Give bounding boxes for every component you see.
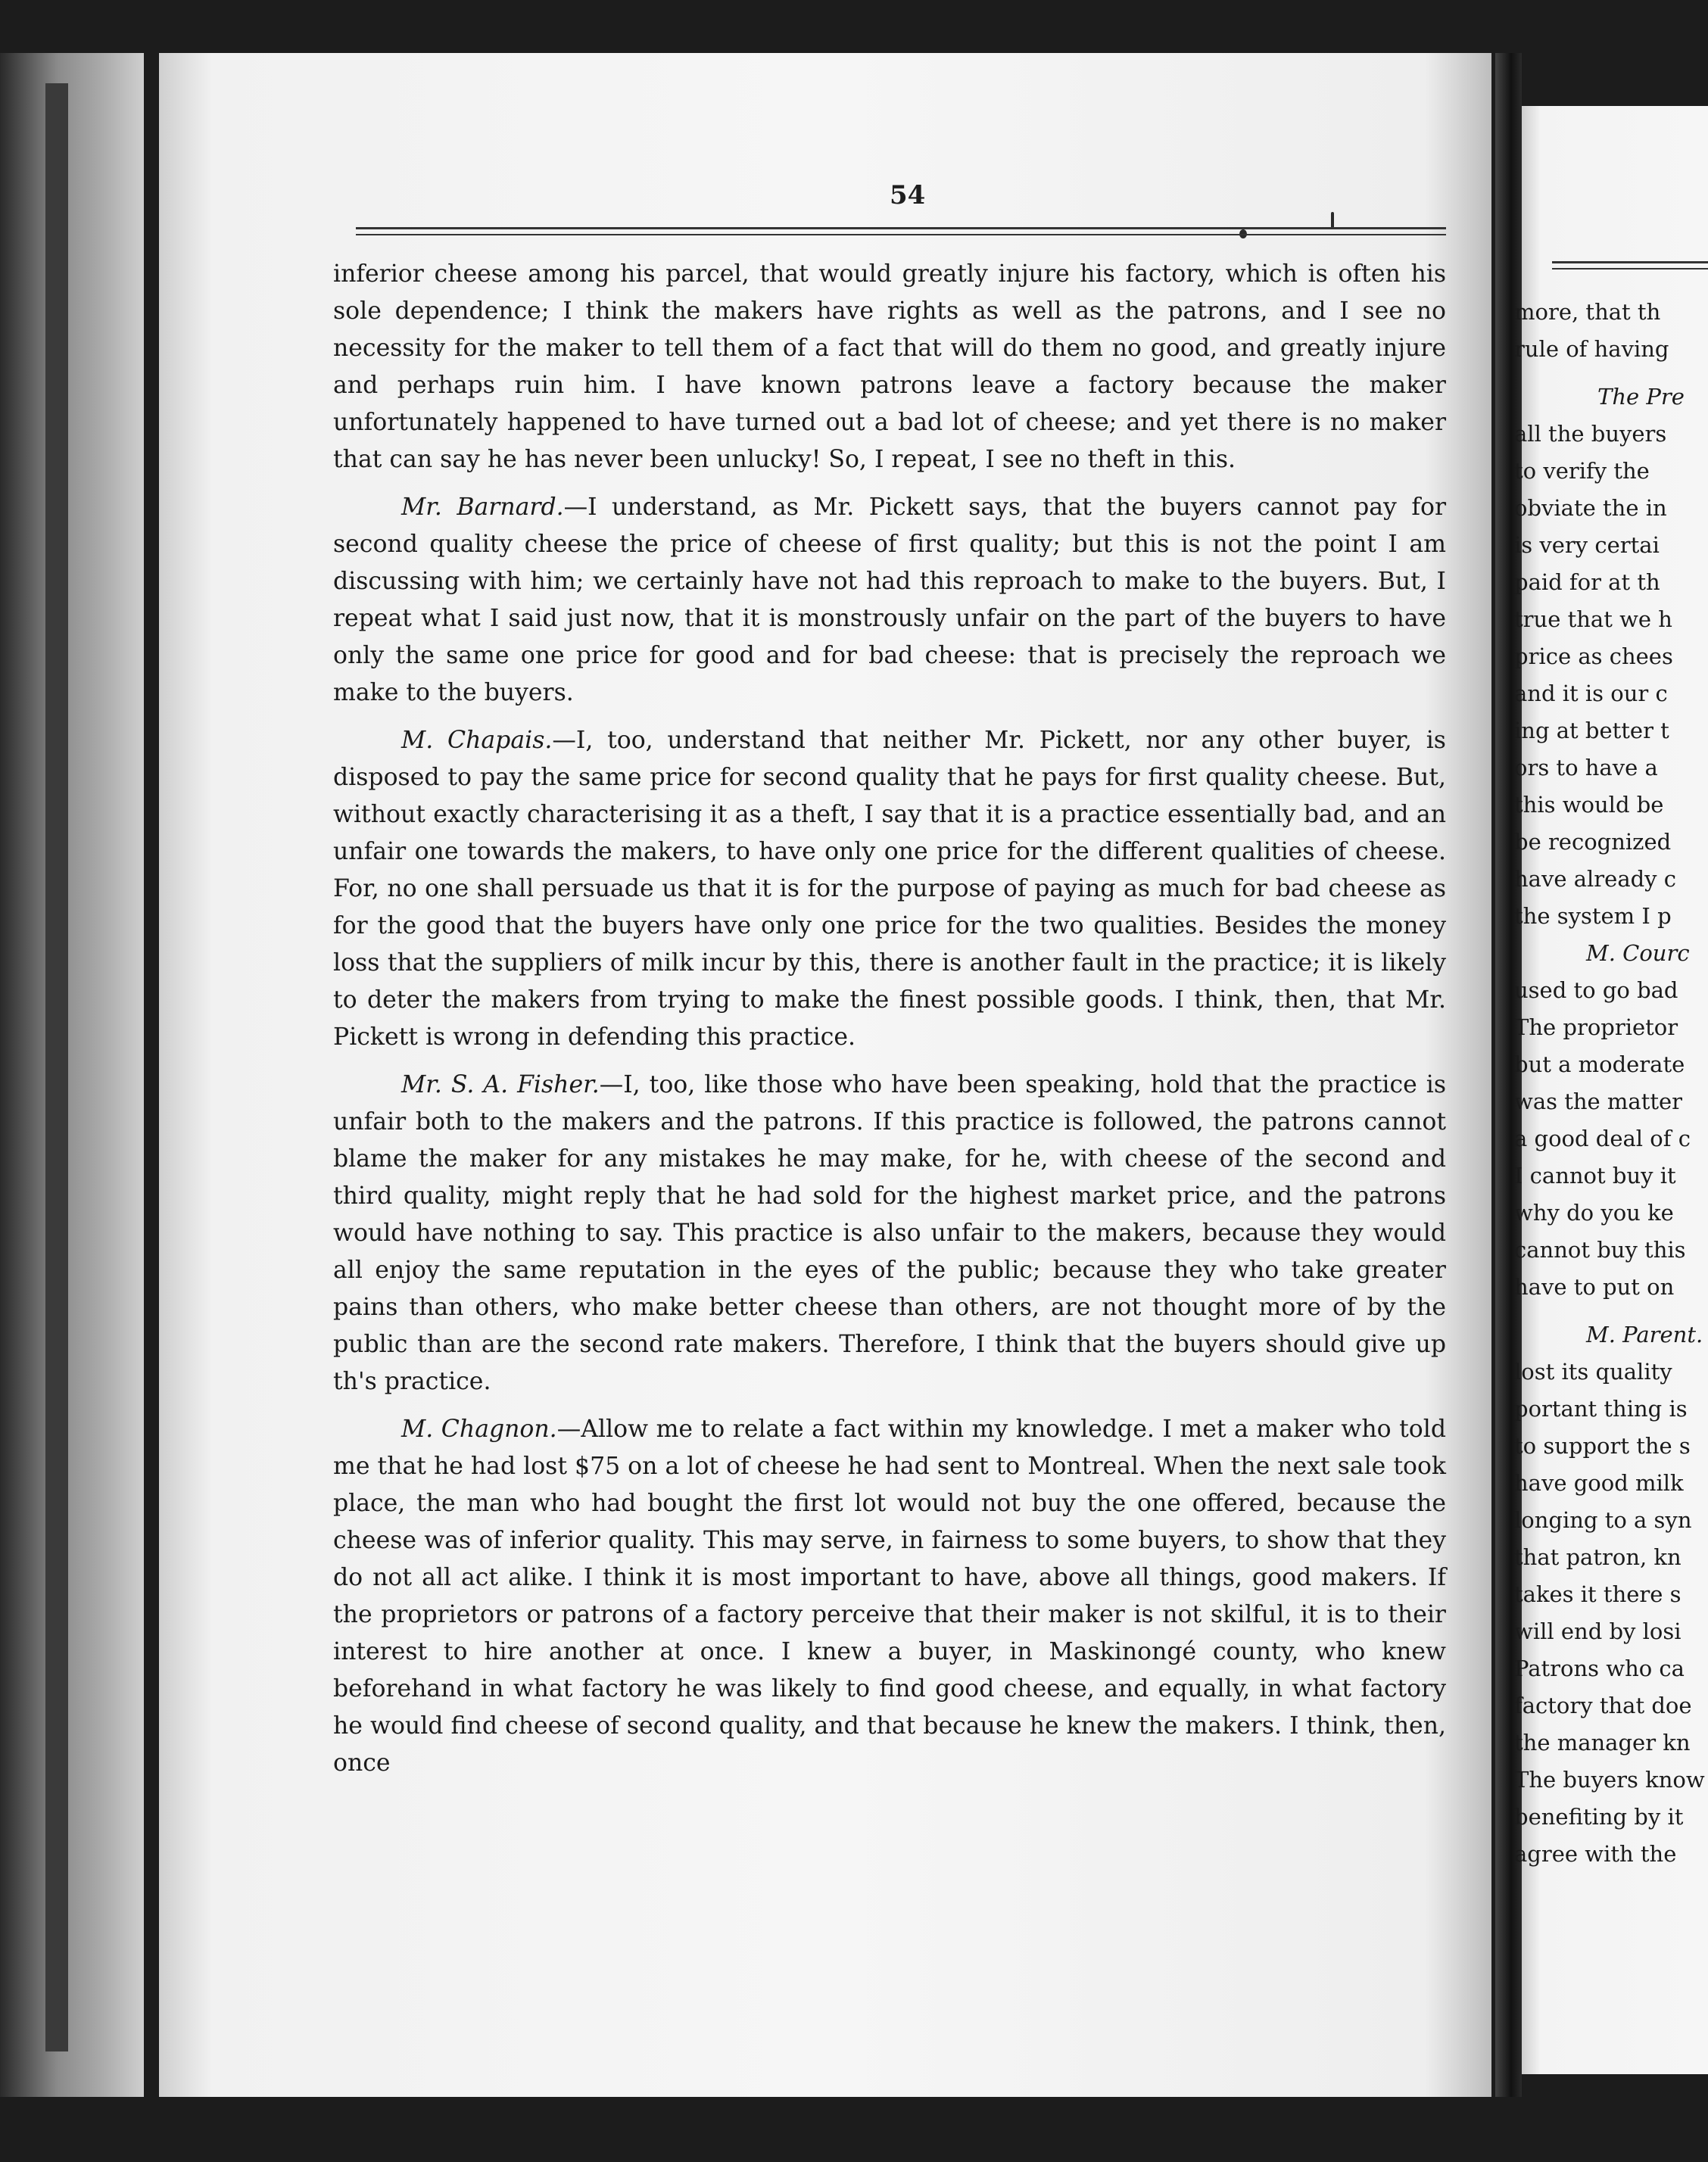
right-line: ing at better t xyxy=(1514,718,1669,743)
paragraph-continued: inferior cheese among his parcel, that would greatly injure his factory, which is often his sole dependence; I think the makers have rights as well as the patrons, and I see no necessity for the maker to tell them of a fact that will do them no good, and greatly injure and perhaps ruin him. I have known patrons leave a factory because the maker unfortunately happened to have turned out a bad lot of cheese; and yet there is no maker that can say he has never been unlucky! So, I repeat, I see no theft in this. xyxy=(333,260,1446,473)
right-line: rule of having xyxy=(1514,336,1669,362)
right-line: have good milk xyxy=(1514,1470,1684,1496)
right-line: the manager kn xyxy=(1514,1730,1691,1755)
right-line: was the matter xyxy=(1514,1089,1683,1114)
right-line: The buyers know xyxy=(1514,1767,1705,1793)
right-line: have to put on xyxy=(1514,1274,1675,1300)
speaker-name: M. Chagnon. xyxy=(401,1416,557,1443)
right-line: to support the s xyxy=(1514,1433,1691,1459)
speaker-name: M. Chapais. xyxy=(401,727,553,754)
paragraph-barnard: Mr. Barnard.—I understand, as Mr. Pickett says, that the buyers cannot pay for second quality cheese the price of cheese of first quality; but this is not the point I am discussing with him; we certainly have not had this reproach to make to the buyers. But, I repeat what I said just now, that it is monstrously unfair on the part of the buyers to have only the same one price for good and for bad cheese: that is precisely the reproach we make to the buyers. xyxy=(333,494,1446,706)
book-spine-left xyxy=(0,53,144,2097)
right-line: why do you ke xyxy=(1514,1200,1674,1226)
right-line: lost its quality xyxy=(1514,1359,1672,1385)
header-rule-right xyxy=(1552,261,1708,269)
right-line: Patrons who ca xyxy=(1514,1656,1685,1681)
paragraph-chagnon: M. Chagnon.—Allow me to relate a fact within my knowledge. I met a maker who told me that he had lost $75 on a lot of cheese he had sent to Montreal. When the next sale took place, the man who had bought the first lot would not buy the one offered, because the cheese was of inferior quality. This may serve, in fairness to some buyers, to show that they do not all act alike. I think it is most important to have, above all things, good makers. If the proprietors or patrons of a factory perceive that their maker is not skilful, it is to their interest to hire another at once. I knew a buyer, in Maskinongé county, who knew beforehand in what factory he was likely to find good cheese, and equally, in what factory he would find cheese of second quality, and that because he knew the makers. I think, then, once xyxy=(333,1416,1446,1777)
right-line: will end by losi xyxy=(1514,1618,1682,1644)
right-line: benefiting by it xyxy=(1514,1804,1684,1830)
right-line: true that we h xyxy=(1514,606,1672,632)
right-line: The Pre xyxy=(1597,384,1685,410)
right-line: used to go bad xyxy=(1514,977,1678,1003)
right-line: ors to have a xyxy=(1514,755,1658,780)
right-line: longing to a syn xyxy=(1514,1507,1692,1533)
right-line: M. Parent. xyxy=(1586,1322,1703,1347)
header-rule xyxy=(356,227,1446,235)
right-line: this would be xyxy=(1514,792,1664,818)
right-line: that patron, kn xyxy=(1514,1544,1682,1570)
left-page-text xyxy=(333,256,1446,1793)
right-line: and it is our c xyxy=(1514,681,1668,706)
right-line: factory that doe xyxy=(1514,1693,1692,1718)
right-line: takes it there s xyxy=(1514,1581,1682,1607)
right-line: I cannot buy it xyxy=(1514,1163,1676,1188)
right-line: to verify the xyxy=(1514,458,1650,484)
right-line: all the buyers xyxy=(1514,421,1667,447)
ink-speck xyxy=(1331,212,1334,229)
right-line: have already c xyxy=(1514,866,1677,892)
speaker-name: Mr. S. A. Fisher. xyxy=(401,1071,600,1098)
paragraph-fisher: Mr. S. A. Fisher.—I, too, like those who have been speaking, hold that the practice is unfair both to the makers and the patrons. If this practice is followed, the patrons cannot blame the maker for any mistakes he may make, for he, with cheese of the second and third quality, might reply that he had sold for the highest market price, and the patrons would have nothing to say. This practice is also unfair to the makers, because they would all enjoy the same reputation in the eyes of the public; because they who take greater pains than others, who make better cheese than others, are not thought more of by the public than are the second rate makers. Therefore, I think that the buyers should give up th's practice. xyxy=(333,1071,1446,1395)
right-line: more, that th xyxy=(1514,299,1661,325)
right-line: a good deal of c xyxy=(1514,1126,1691,1151)
page-number: 54 xyxy=(890,180,926,210)
right-line: cannot buy this xyxy=(1514,1237,1686,1263)
right-line: agree with the xyxy=(1514,1841,1677,1867)
right-line: is very certai xyxy=(1514,532,1660,558)
right-line: price as chees xyxy=(1514,643,1673,669)
right-page-text xyxy=(1514,294,1708,1873)
right-line: the system I p xyxy=(1514,903,1672,929)
right-line: but a moderate xyxy=(1514,1051,1685,1077)
right-line: obviate the in xyxy=(1514,495,1667,521)
speaker-name: Mr. Barnard. xyxy=(401,494,564,521)
right-line: be recognized xyxy=(1514,829,1672,855)
right-line: paid for at th xyxy=(1514,569,1660,595)
right-line: The proprietor xyxy=(1514,1014,1678,1040)
right-line: portant thing is xyxy=(1514,1396,1688,1422)
spine-edge xyxy=(45,83,68,2051)
paragraph-chapais: M. Chapais.—I, too, understand that neither Mr. Pickett, nor any other buyer, is disposed to pay the same price for second quality that he pays for first quality cheese. But, without exactly characterising it as a theft, I say that it is a practice essentially bad, and an unfair one towards the makers, to have only one price for the different qualities of cheese. For, no one shall persuade us that it is for the purpose of paying as much for bad cheese as for the good that the buyers have only one price for the two qualities. Besides the money loss that the suppliers of milk incur by this, there is another fault in the practice; it is likely to deter the makers from trying to make the finest possible goods. I think, then, that Mr. Pickett is wrong in defending this practice. xyxy=(333,727,1446,1051)
right-line: M. Courc xyxy=(1586,940,1690,966)
